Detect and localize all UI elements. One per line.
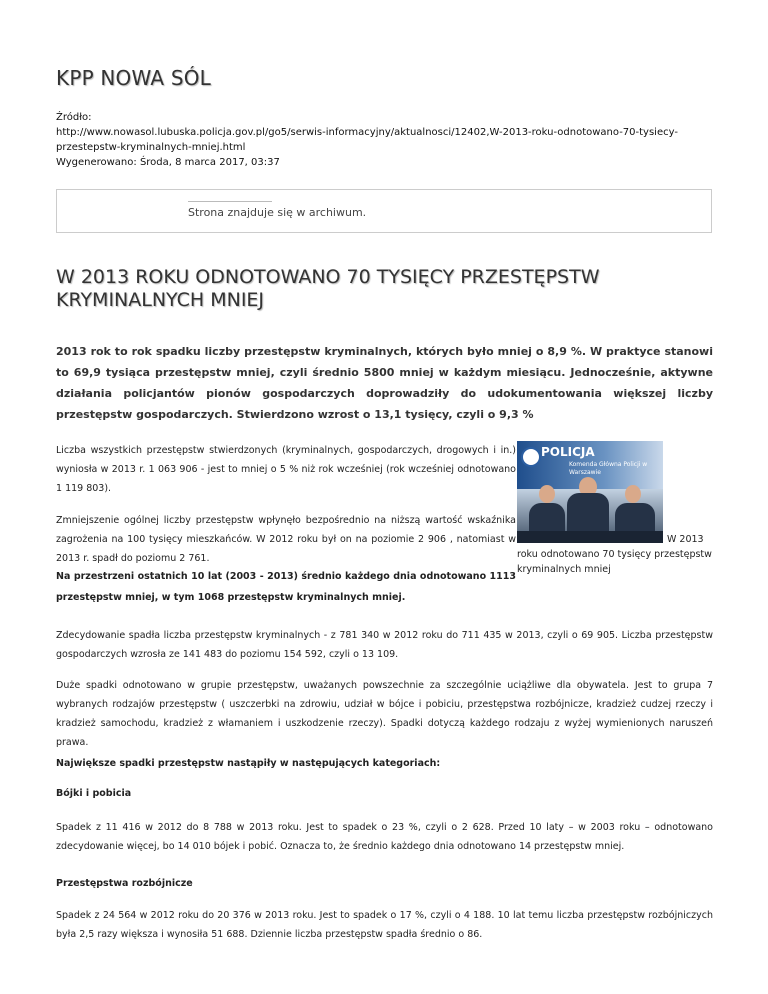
photo-banner-text: POLICJA (541, 445, 595, 459)
archive-note: Strona znajduje się w archiwum. (188, 206, 367, 219)
figure-caption-start: W 2013 (667, 534, 704, 545)
paragraph-total-crimes: Liczba wszystkich przestępstw stwierdzonych (kryminalnych, gospodarczych, drogowych i in.) wyniosła w 2013 r. 1 063 906 - jest to mniej o 5 % niż rok wcześniej (rok wcześniej odnotowano 1 119 803). (56, 445, 516, 494)
source-url[interactable]: http://www.nowasol.lubuska.policja.gov.pl/go5/serwis-informacyjny/aktualnosci/12402,W-2013-roku-odnotowano-70-tysiecy-przestepstw-kryminalnych-mniej.html (56, 127, 678, 153)
conference-table (517, 531, 663, 543)
paragraph-threat-index: Zmniejszenie ogólnej liczby przestępstw wpłynęło bezpośrednio na niższą wartość wskaźnika zagrożenia na 100 tysięcy mieszkańców. W 2012 roku był on na poziomie 2 906 , natomiast w 2013 r. spadł do poziomu 2 761. (56, 515, 516, 564)
archive-divider (188, 201, 272, 202)
paragraph-robbery: Spadek z 24 564 w 2012 roku do 20 376 w 2013 roku. Jest to spadek o 17 %, czyli o 4 188. 10 lat temu liczba przestępstw rozbójniczych była 2,5 razy większa i wynosiła 51 688. Dziennie liczba przestępstw spadła średnio o 86. (56, 910, 713, 940)
print-metadata (56, 110, 716, 170)
section-heading-categories: Największe spadki przestępstw nastąpiły w następujących kategoriach: (56, 758, 441, 769)
section-heading-robbery: Przestępstwa rozbójnicze (56, 878, 193, 889)
officer-head (539, 485, 555, 503)
article-headline: W 2013 ROKU ODNOTOWANO 70 TYSIĘCY PRZESTĘPSTW KRYMINALNYCH MNIEJ (56, 266, 600, 311)
section-heading-fights: Bójki i pobicia (56, 788, 132, 799)
article-lead: 2013 rok to rok spadku liczby przestępstw kryminalnych, których było mniej o 8,9 %. W praktyce stanowi to 69,9 tysiąca przestępstw mniej, czyli średnio 5800 mniej w każdym miesiącu. Jednocześnie, aktywne działania policjantów pionów gospodarczych doprowadziły do udokumentowania większej liczby przestępstw gospodarczych. Stwierdzono wzrost o 13,1 tysięcy, czyli o 9,3 % (56, 345, 713, 421)
paragraph-criminal-economic: Zdecydowanie spadła liczba przestępstw kryminalnych - z 781 340 w 2012 roku do 711 435 w 2013, czyli o 69 905. Liczba przestępstw gospodarczych wzrosła ze 141 483 do poziomu 154 592, czyli o 13 109. (56, 630, 713, 660)
site-title[interactable]: KPP NOWA SÓL (56, 66, 211, 90)
paragraph-burdensome-crimes: Duże spadki odnotowano w grupie przestępstw, uważanych powszechnie za szczególnie uciążliwe dla obywatela. Jest to grupa 7 wybranych rodzajów przestępstw ( uszczerbki na zdrowiu, udział w bójce i pobiciu, przestępstwa rozbójnicze, kradzież cudzej rzeczy i kradzież samochodu, kradzież z włamaniem i uszkodzenie rzeczy). Spadki dotyczą każdego rodzaju z wyżej wymienionych naruszeń prawa. (56, 680, 713, 748)
archive-notice (56, 189, 712, 233)
generated-date: Wygenerowano: Środa, 8 marca 2017, 03:37 (56, 157, 280, 168)
article-figure (517, 441, 712, 575)
photo-banner-subtext: Komenda Główna Policji w Warszawie (569, 461, 648, 476)
paragraph-fights: Spadek z 11 416 w 2012 do 8 788 w 2013 roku. Jest to spadek o 23 %, czyli o 2 628. Przed 10 laty – w 2003 roku – odnotowano zdecydowanie więcej, bo 14 010 bójek i pobić. Oznacza to, że średnio każdego dnia odnotowano 14 przestępstw mniej. (56, 822, 713, 852)
press-conference-photo[interactable] (517, 441, 663, 543)
figure-caption: roku odnotowano 70 tysięcy przestępstw kryminalnych mniej (517, 549, 712, 575)
source-label: Źródło: (56, 112, 92, 123)
officer-head (625, 485, 641, 503)
police-badge-icon (521, 447, 541, 467)
paragraph-ten-years: Na przestrzeni ostatnich 10 lat (2003 - 2013) średnio każdego dnia odnotowano 1113 przestępstw mniej, w tym 1068 przestępstw kryminalnych mniej. (56, 571, 516, 603)
